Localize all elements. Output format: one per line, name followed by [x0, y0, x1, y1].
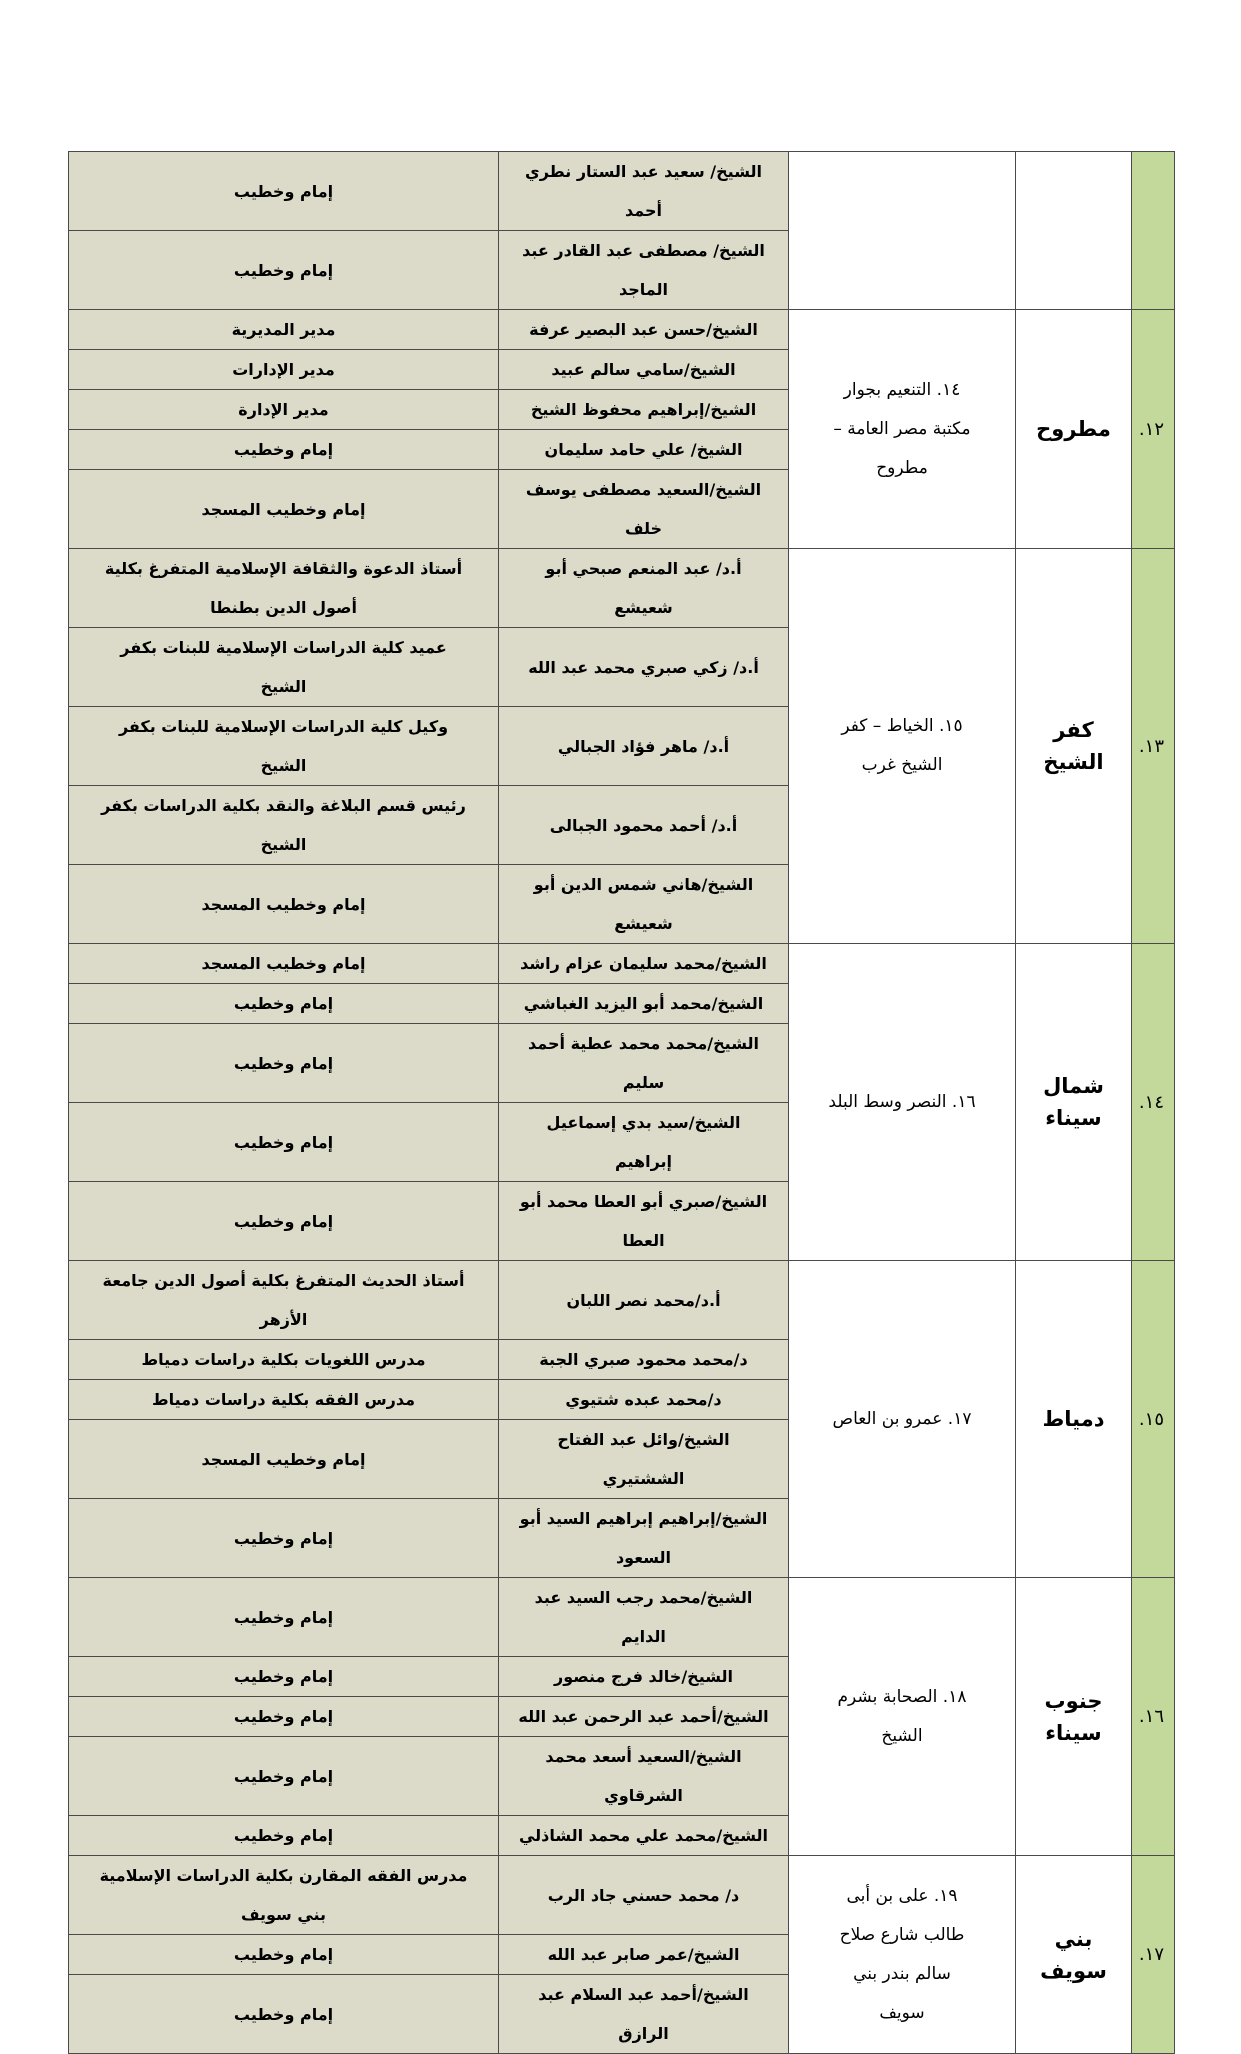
table-row — [69, 1856, 1175, 1935]
roster-table — [68, 151, 1175, 2054]
person-role: مدير الإدارة — [69, 390, 499, 430]
person-role: عميد كلية الدراسات الإسلامية للبنات بكفر الشيخ — [69, 628, 499, 707]
person-name: الشيخ/هاني شمس الدين أبو شعيشع — [499, 865, 789, 944]
person-role: إمام وخطيب المسجد — [69, 470, 499, 549]
row-number: ١٣. — [1132, 549, 1175, 944]
mosque-name: ١٨. الصحابة بشرم الشيخ — [789, 1578, 1016, 1856]
person-role: أستاذ الدعوة والثقافة الإسلامية المتفرغ بكلية أصول الدين بطنطا — [69, 549, 499, 628]
person-name: الشيخ/ علي حامد سليمان — [499, 430, 789, 470]
person-name: د/محمد عبده شتيوي — [499, 1380, 789, 1420]
person-role: إمام وخطيب المسجد — [69, 865, 499, 944]
person-role: مدرس الفقه المقارن بكلية الدراسات الإسلامية بني سويف — [69, 1856, 499, 1935]
person-role: إمام وخطيب — [69, 1697, 499, 1737]
person-name: أ.د/ عبد المنعم صبحي أبو شعيشع — [499, 549, 789, 628]
person-role: إمام وخطيب — [69, 1182, 499, 1261]
governorate-name: مطروح — [1016, 310, 1132, 549]
person-role: إمام وخطيب — [69, 984, 499, 1024]
person-name: الشيخ/صبري أبو العطا محمد أبو العطا — [499, 1182, 789, 1261]
person-name: الشيخ/أحمد عبد الرحمن عبد الله — [499, 1697, 789, 1737]
governorate-name — [1016, 152, 1132, 310]
governorate-name: شمال سيناء — [1016, 944, 1132, 1261]
table-row — [69, 1261, 1175, 1340]
row-number: ١٧. — [1132, 1856, 1175, 2054]
person-role: إمام وخطيب المسجد — [69, 944, 499, 984]
person-name: د/ محمد حسني جاد الرب — [499, 1856, 789, 1935]
person-name: الشيخ/محمد محمد عطية أحمد سليم — [499, 1024, 789, 1103]
table-row — [69, 1578, 1175, 1657]
person-role: إمام وخطيب — [69, 1024, 499, 1103]
person-name: أ.د/ زكي صبري محمد عبد الله — [499, 628, 789, 707]
person-role: أستاذ الحديث المتفرغ بكلية أصول الدين جامعة الأزهر — [69, 1261, 499, 1340]
mosque-name: ١٥. الخياط – كفر الشيخ غرب — [789, 549, 1016, 944]
person-name: الشيخ/وائل عبد الفتاح الششتيري — [499, 1420, 789, 1499]
person-role: إمام وخطيب — [69, 1737, 499, 1816]
person-role: إمام وخطيب — [69, 1103, 499, 1182]
person-role: إمام وخطيب — [69, 1657, 499, 1697]
person-name: أ.د/ ماهر فؤاد الجبالي — [499, 707, 789, 786]
roster-body — [69, 152, 1175, 2054]
person-role: مدير الإدارات — [69, 350, 499, 390]
person-name: الشيخ/محمد رجب السيد عبد الدايم — [499, 1578, 789, 1657]
person-role: إمام وخطيب — [69, 1499, 499, 1578]
person-role: إمام وخطيب — [69, 1578, 499, 1657]
person-name: الشيخ/حسن عبد البصير عرفة — [499, 310, 789, 350]
person-role: وكيل كلية الدراسات الإسلامية للبنات بكفر الشيخ — [69, 707, 499, 786]
person-role: مدرس الفقه بكلية دراسات دمياط — [69, 1380, 499, 1420]
person-role: مدرس اللغويات بكلية دراسات دمياط — [69, 1340, 499, 1380]
person-name: الشيخ/عمر صابر عبد الله — [499, 1935, 789, 1975]
person-role: إمام وخطيب — [69, 1975, 499, 2054]
governorate-name: جنوب سيناء — [1016, 1578, 1132, 1856]
row-number: ١٢. — [1132, 310, 1175, 549]
person-name: الشيخ/سيد بدي إسماعيل إبراهيم — [499, 1103, 789, 1182]
governorate-name: دمياط — [1016, 1261, 1132, 1578]
governorate-name: كفر الشيخ — [1016, 549, 1132, 944]
person-name: د/محمد محمود صبري الجبة — [499, 1340, 789, 1380]
mosque-name: ١٤. التنعيم بجوار مكتبة مصر العامة –مطروح — [789, 310, 1016, 549]
person-name: أ.د/ أحمد محمود الجبالى — [499, 786, 789, 865]
person-name: الشيخ/محمد أبو اليزيد الغباشي — [499, 984, 789, 1024]
table-row — [69, 152, 1175, 231]
person-role: إمام وخطيب المسجد — [69, 1420, 499, 1499]
person-role: إمام وخطيب — [69, 152, 499, 231]
person-role: إمام وخطيب — [69, 1935, 499, 1975]
person-name: الشيخ/السعيد مصطفى يوسف خلف — [499, 470, 789, 549]
person-name: الشيخ/إبراهيم إبراهيم السيد أبو السعود — [499, 1499, 789, 1578]
person-name: الشيخ/السعيد أسعد محمد الشرقاوي — [499, 1737, 789, 1816]
table-row — [69, 310, 1175, 350]
row-number: ١٤. — [1132, 944, 1175, 1261]
person-role: مدير المديرية — [69, 310, 499, 350]
person-name: الشيخ/ مصطفى عبد القادر عبد الماجد — [499, 231, 789, 310]
table-row — [69, 944, 1175, 984]
person-role: رئيس قسم البلاغة والنقد بكلية الدراسات بكفر الشيخ — [69, 786, 499, 865]
mosque-name: ١٧. عمرو بن العاص — [789, 1261, 1016, 1578]
person-role: إمام وخطيب — [69, 1816, 499, 1856]
row-number: ١٥. — [1132, 1261, 1175, 1578]
person-name: الشيخ/إبراهيم محفوظ الشيخ — [499, 390, 789, 430]
person-name: أ.د/محمد نصر اللبان — [499, 1261, 789, 1340]
mosque-name: ١٩. على بن أبى طالب شارع صلاح سالم بندر بني سويف — [789, 1856, 1016, 2054]
person-name: الشيخ/أحمد عبد السلام عبد الرازق — [499, 1975, 789, 2054]
person-name: الشيخ/خالد فرج منصور — [499, 1657, 789, 1697]
person-name: الشيخ/ سعيد عبد الستار نطري أحمد — [499, 152, 789, 231]
table-row — [69, 549, 1175, 628]
person-role: إمام وخطيب — [69, 430, 499, 470]
governorate-name: بني سويف — [1016, 1856, 1132, 2054]
row-number: ١٦. — [1132, 1578, 1175, 1856]
mosque-name — [789, 152, 1016, 310]
person-name: الشيخ/محمد علي محمد الشاذلي — [499, 1816, 789, 1856]
mosque-name: ١٦. النصر وسط البلد — [789, 944, 1016, 1261]
person-name: الشيخ/سامي سالم عبيد — [499, 350, 789, 390]
row-number — [1132, 152, 1175, 310]
person-name: الشيخ/محمد سليمان عزام راشد — [499, 944, 789, 984]
person-role: إمام وخطيب — [69, 231, 499, 310]
